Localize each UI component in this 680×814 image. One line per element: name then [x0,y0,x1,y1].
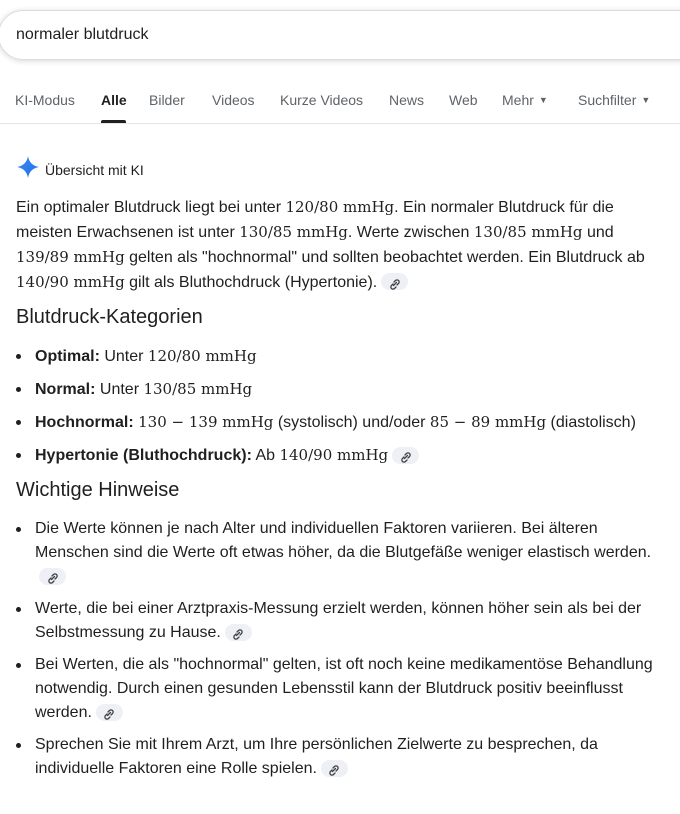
category-text: Ab [251,447,280,464]
bp-value: 130/85 mmHg [239,223,348,241]
tab-ki-modus[interactable]: KI-Modus [15,92,75,108]
source-link-button[interactable] [225,624,252,641]
note-item [16,517,656,589]
search-input[interactable]: normaler blutdruck [16,26,149,43]
ai-overview-title: Übersicht mit KI [45,161,144,178]
source-link-button[interactable] [321,760,348,777]
intro-text: und [582,224,614,241]
bp-value: 120/80 mmHg [285,198,395,216]
active-tab-indicator [101,120,126,123]
note-item [16,653,656,725]
link-icon [232,629,244,640]
ai-overview-content [16,195,656,789]
category-item [16,344,656,377]
notes-list [16,517,656,781]
source-link-button[interactable] [392,447,419,464]
search-box[interactable] [0,10,680,60]
note-text: Die Werte können je nach Alter und individuellen Faktoren variieren. Bei älteren Menschen sind die Werte oft etwas höher, da die Blutgefäße weniger elastisch werden. [35,520,652,561]
link-icon [389,279,401,290]
categories-heading: Blutdruck-Kategorien [16,306,203,328]
note-item [16,597,656,645]
category-item [16,410,656,443]
sparkle-icon [16,155,40,184]
search-tabs [0,92,680,124]
intro-text: Ein optimaler Blutdruck liegt bei unter [16,199,286,216]
intro-text: . Ein normaler Blutdruck für die meisten Erwachsenen ist unter [16,199,614,241]
source-link-button[interactable] [381,273,408,290]
bp-value: 130 − 139 mmHg [138,413,274,431]
bp-value: 139/89 mmHg [16,248,125,266]
note-text: Bei Werten, die als "hochnormal" gelten, ist oft noch keine medikamentöse Behandlung notwendig. Durch einen gesunden Lebensstil kann der Blutdruck positiv beeinflusst werden. [35,656,653,721]
intro-text: . Werte zwischen [347,224,474,241]
note-item [16,733,656,781]
categories-list [16,344,656,476]
note-text: Sprechen Sie mit Ihrem Arzt, um Ihre persönlichen Zielwerte zu besprechen, da individuelle Faktoren eine Rolle spielen. [35,736,598,777]
tab-kurze-videos[interactable]: Kurze Videos [280,92,364,108]
caret-down-icon: ▼ [538,95,548,105]
category-label: Optimal: [35,348,100,365]
category-text: Unter [95,381,144,398]
category-text: (systolisch) und/oder [273,414,430,431]
intro-paragraph [16,195,656,295]
link-icon [400,452,412,463]
bp-value: 85 − 89 mmHg [429,413,547,431]
bp-value: 120/80 mmHg [147,347,257,365]
link-icon [47,573,59,584]
category-text: Unter [99,348,148,365]
tab-mehr[interactable] [502,92,548,108]
source-link-button[interactable] [39,568,66,585]
category-item [16,443,656,476]
tab-suchfilter-label: Suchfilter [578,92,637,108]
category-label: Hochnormal: [35,414,134,431]
category-text: (diastolisch) [546,414,636,431]
tab-videos[interactable]: Videos [212,92,255,108]
link-icon [103,709,115,720]
intro-text: gilt als Bluthochdruck (Hypertonie). [124,274,378,291]
tab-news[interactable]: News [389,92,425,108]
category-label: Normal: [35,381,96,398]
intro-text: gelten als "hochnormal" und sollten beobachtet werden. Ein Blutdruck ab [124,249,645,266]
bp-value: 130/85 mmHg [143,380,253,398]
source-link-button[interactable] [96,704,123,721]
category-label: Hypertonie (Bluthochdruck): [35,447,252,464]
category-item [16,377,656,410]
bp-value: 130/85 mmHg [473,223,583,241]
tab-suchfilter[interactable] [578,92,650,108]
tab-web[interactable]: Web [449,92,478,108]
note-text: Werte, die bei einer Arztpraxis-Messung erzielt werden, können höher sein als bei der Selbstmessung zu Hause. [35,600,642,641]
bp-value: 140/90 mmHg [279,446,389,464]
notes-heading: Wichtige Hinweise [16,479,180,501]
tab-bilder[interactable]: Bilder [149,92,185,108]
ai-overview-header [16,155,144,184]
tab-mehr-label: Mehr [502,92,534,108]
bp-value: 140/90 mmHg [16,273,125,291]
link-icon [328,765,340,776]
tab-alle[interactable]: Alle [101,92,127,108]
caret-down-icon: ▼ [641,95,651,105]
